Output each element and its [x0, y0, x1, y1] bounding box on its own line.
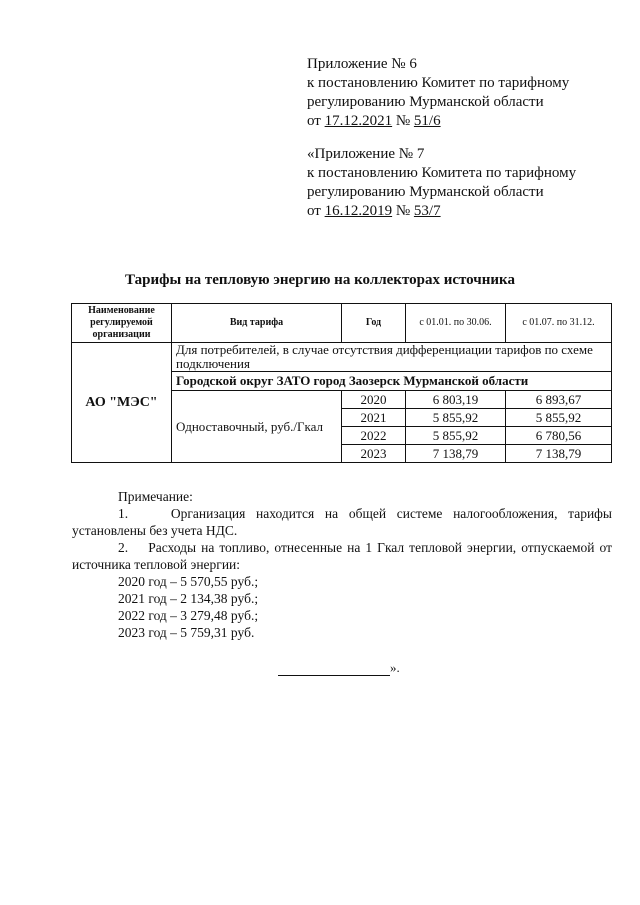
- period2-value: 7 138,79: [506, 445, 612, 463]
- period1-value: 5 855,92: [406, 409, 506, 427]
- appendix-6-prefix: от: [307, 113, 321, 129]
- header-period1: с 01.01. по 30.06.: [406, 304, 506, 343]
- appendix-7-num-sign: №: [395, 203, 411, 219]
- period1-value: 5 855,92: [406, 427, 506, 445]
- table-row: [72, 343, 612, 372]
- appendix-6-date: 17.12.2021: [324, 113, 393, 129]
- period2-value: 6 893,67: [506, 391, 612, 409]
- period2-value: 5 855,92: [506, 409, 612, 427]
- appendix-7-date: 16.12.2019: [324, 203, 393, 219]
- appendix-6-num-sign: №: [395, 113, 411, 129]
- appendix-7-date-line: [307, 202, 607, 221]
- appendix-6-number: 51/6: [413, 113, 441, 129]
- consumer-description: Для потребителей, в случае отсутствия дифференциации тарифов по схеме подключения: [172, 343, 612, 372]
- table-header-row: [72, 304, 612, 343]
- fuel-cost-year: 2023 год – 5 759,31 руб.: [118, 625, 255, 640]
- header-org: Наименование регулируемой организации: [72, 304, 172, 343]
- tariff-kind: Одноставочный, руб./Гкал: [172, 391, 342, 463]
- closing-line: [278, 660, 400, 676]
- tariff-table: [71, 303, 612, 463]
- notes-section: [72, 488, 612, 641]
- appendix-7-number: 53/7: [413, 203, 441, 219]
- appendix-7-line3: регулированию Мурманской области: [307, 184, 544, 200]
- appendix-6-line3: регулированию Мурманской области: [307, 94, 544, 110]
- note-2: 2. Расходы на топливо, отнесенные на 1 Гкал тепловой энергии, отпускаемой от источника тепловой энергии:: [72, 540, 612, 572]
- appendix-6-line2: к постановлению Комитет по тарифному: [307, 75, 570, 91]
- document-title: Тарифы на тепловую энергию на коллекторах источника: [125, 272, 515, 288]
- appendix-7-line1: «Приложение № 7: [307, 146, 425, 162]
- fuel-cost-year: 2022 год – 3 279,48 руб.;: [118, 608, 259, 623]
- notes-heading: Примечание:: [118, 489, 193, 504]
- signature-underline: [278, 663, 390, 676]
- appendix-6-date-line: [307, 112, 607, 131]
- header-kind: Вид тарифа: [172, 304, 342, 343]
- fuel-cost-year: 2021 год – 2 134,38 руб.;: [118, 591, 259, 606]
- year-cell: 2021: [342, 409, 406, 427]
- period1-value: 7 138,79: [406, 445, 506, 463]
- year-cell: 2020: [342, 391, 406, 409]
- header-year: Год: [342, 304, 406, 343]
- org-name: АО "МЭС": [72, 343, 172, 463]
- appendix-7-line2: к постановлению Комитета по тарифному: [307, 165, 577, 181]
- district-name: Городской округ ЗАТО город Заозерск Мурманской области: [172, 372, 612, 391]
- appendix-7-header: [307, 145, 607, 221]
- closing-quote: ».: [390, 660, 400, 675]
- year-cell: 2022: [342, 427, 406, 445]
- fuel-cost-year: 2020 год – 5 570,55 руб.;: [118, 574, 259, 589]
- header-period2: с 01.07. по 31.12.: [506, 304, 612, 343]
- appendix-6-header: [307, 55, 607, 131]
- period1-value: 6 803,19: [406, 391, 506, 409]
- year-cell: 2023: [342, 445, 406, 463]
- period2-value: 6 780,56: [506, 427, 612, 445]
- appendix-7-prefix: от: [307, 203, 321, 219]
- appendix-6-line1: Приложение № 6: [307, 56, 417, 72]
- note-1: 1. Организация находится на общей системе налогообложения, тарифы установлены без учета НДС.: [72, 506, 612, 538]
